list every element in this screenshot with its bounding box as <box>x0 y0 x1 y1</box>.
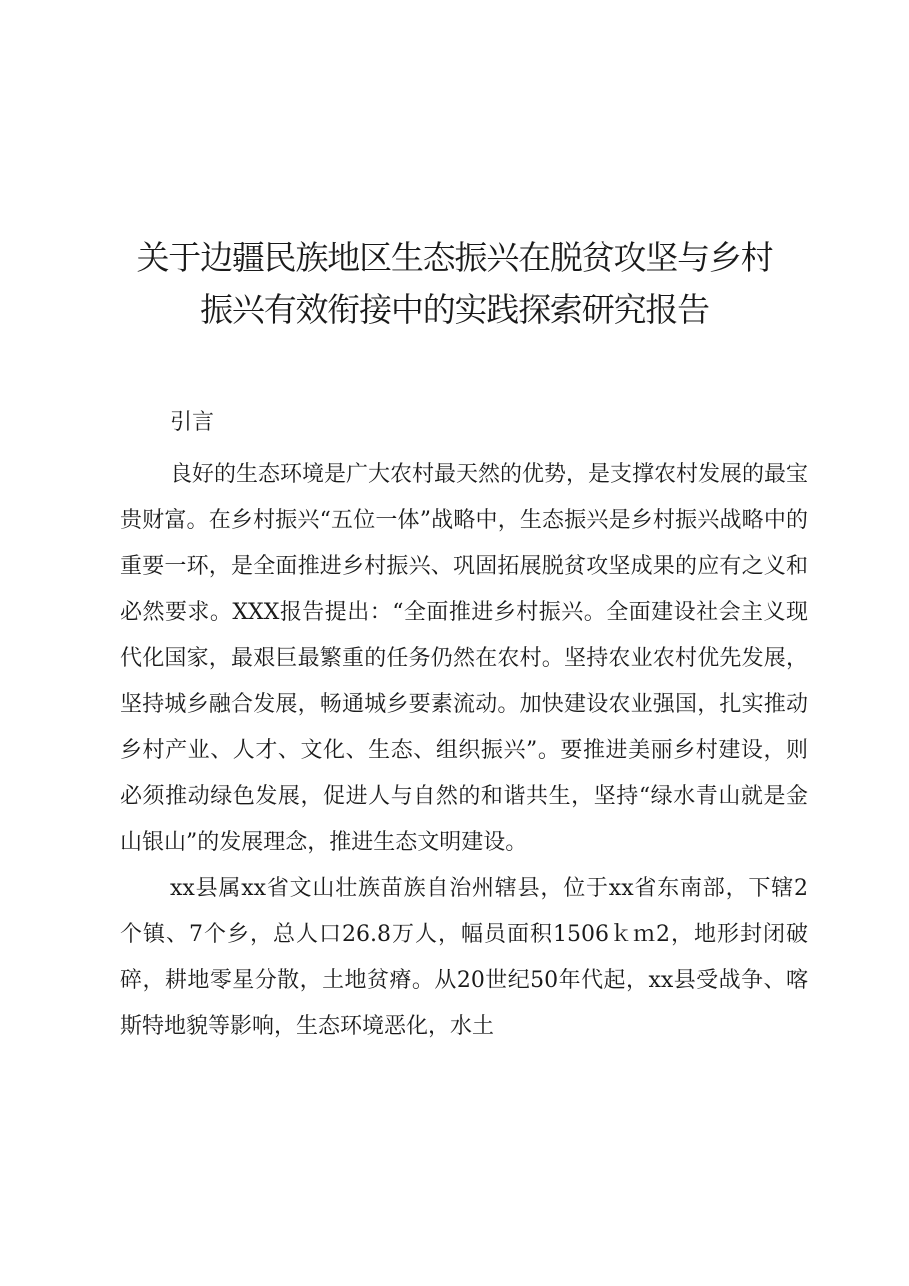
title-line-1: 关于边疆民族地区生态振兴在脱贫攻坚与乡村 <box>136 238 773 277</box>
intro-heading: 引言 <box>170 410 215 435</box>
paragraph-1: 良好的生态环境是广大农村最天然的优势，是支撑农村发展的最宝贵财富。在乡村振兴“五位一体”战略中，生态振兴是乡村振兴战略中的重要一环，是全面推进乡村振兴、巩固拓展脱贫攻坚成果的应有之义和必然要求。XXX报告提出：“全面推进乡村振兴。全面建设社会主义现代化国家，最艰巨最繁重的任务仍然在农村。坚持农业农村优先发展，坚持城乡融合发展，畅通城乡要素流动。加快建设农业强国，扎实推动乡村产业、人才、文化、生态、组织振兴”。要推进美丽乡村建设，则必须推动绿色发展，促进人与自然的和谐共生，坚持“绿水青山就是金山银山”的发展理念，推进生态文明建设。 <box>120 462 809 855</box>
document-title <box>100 232 809 336</box>
paragraph-2: xx县属xx省文山壮族苗族自治州辖县，位于xx省东南部，下辖2个镇、7个乡，总人口26.8万人，幅员面积1506ｋｍ2，地形封闭破碎，耕地零星分散，土地贫瘠。从20世纪50年代起，xx县受战争、喀斯特地貌等影响，生态环境恶化，水土 <box>120 876 808 1039</box>
title-line-2: 振兴有效衔接中的实践探索研究报告 <box>200 290 709 329</box>
document-body <box>120 400 808 1050</box>
